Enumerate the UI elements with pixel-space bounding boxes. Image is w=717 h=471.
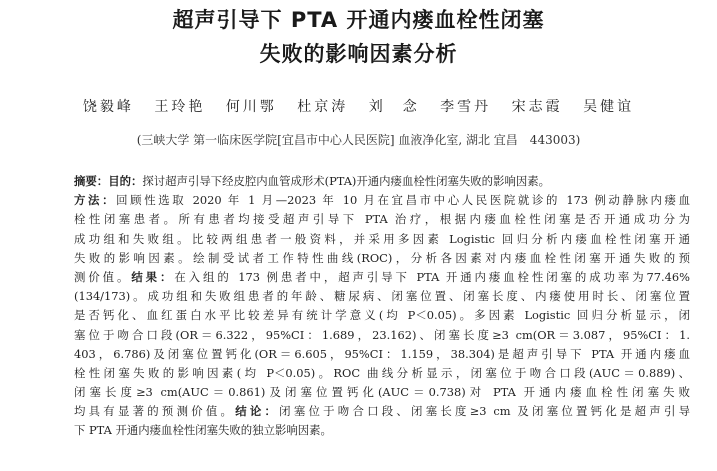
- abstract-label: 摘要：: [74, 174, 109, 188]
- abstract-line: 403，6.786)及闭塞位置钙化(OR＝6.605，95%CI：1.159，38.304)是超声引导下 PTA 开通内瘘血: [74, 346, 690, 361]
- author: 刘 念: [368, 99, 420, 115]
- title-line-2: 失败的影响因素分析: [259, 42, 458, 66]
- abstract-line: 闭塞长度≥3 cm(AUC＝0.861)及闭塞位置钙化(AUC＝0.738)对 PTA 开通内瘘血栓性闭塞失败: [74, 385, 690, 400]
- abstract-line: [74, 402, 690, 421]
- affiliation: (三峡大学 第一临床医学院[宜昌市中心人民医院] 血液净化室, 湖北 宜昌 443003): [136, 133, 581, 147]
- results-label: 结果：: [131, 269, 175, 284]
- author: 杜京涛: [297, 99, 349, 115]
- author-list: [0, 96, 717, 116]
- author: 吴健谊: [583, 99, 635, 115]
- author: 饶毅峰: [82, 99, 134, 115]
- abstract-line: [74, 268, 690, 287]
- abstract-line: 下 PTA 开通内瘘血栓性闭塞失败的独立影响因素。: [74, 423, 332, 438]
- author: 李雪丹: [440, 99, 492, 115]
- abstract-line: (134/173)。成功组和失败组患者的年龄、糖尿病、闭塞位置、闭塞长度、内瘘使用时长、闭塞位置: [74, 289, 690, 304]
- abstract: [74, 172, 690, 441]
- abstract-line: [74, 191, 690, 210]
- abstract-line: [74, 172, 690, 191]
- abstract-text: 测价值。: [74, 269, 132, 284]
- objective-label: 目的：: [108, 174, 143, 188]
- abstract-line: 是否钙化、血红蛋白水平比较差异有统计学意义(均 P＜0.05)。多因素 Logistic 回归分析显示，闭: [74, 308, 690, 323]
- abstract-text: 回顾性选取 2020 年 1 月—2023 年 10 月在宜昌市中心人民医院就诊的 173 例动静脉内瘘血: [116, 193, 690, 208]
- author: 王玲艳: [154, 99, 206, 115]
- abstract-line: 失败的影响因素。绘制受试者工作特性曲线(ROC)，分析各因素对内瘘血栓性闭塞开通失败的预: [74, 250, 690, 265]
- methods-label: 方法：: [74, 193, 117, 208]
- abstract-line: 栓性闭塞失败的影响因素(均 P＜0.05)。ROC 曲线分析显示，闭塞位于吻合口段(AUC＝0.889)、: [74, 365, 690, 380]
- abstract-text: 闭塞位于吻合口段、闭塞长度≥3 cm 及闭塞位置钙化是超声引导: [279, 404, 690, 419]
- abstract-line: 栓性闭塞患者。所有患者均接受超声引导下 PTA 治疗，根据内瘘血栓性闭塞是否开通成功分为: [74, 212, 690, 227]
- abstract-line: 成功组和失败组。比较两组患者一般资料，并采用多因素 Logistic 回归分析内瘘血栓性闭塞开通: [74, 231, 690, 246]
- abstract-text: 均具有显著的预测价值。: [74, 404, 236, 419]
- conclusion-label: 结论：: [235, 404, 280, 419]
- title-line-1: 超声引导下 PTA 开通内瘘血栓性闭塞: [172, 8, 545, 32]
- abstract-text: 探讨超声引导下经皮腔内血管成形术(PTA)开通内瘘血栓性闭塞失败的影响因素。: [142, 174, 551, 188]
- author: 何川鄂: [225, 99, 277, 115]
- author: 宋志霞: [511, 99, 563, 115]
- abstract-line: 塞位于吻合口段(OR＝6.322，95%CI：1.689，23.162)、闭塞长度≥3 cm(OR＝3.087，95%CI：1.: [74, 327, 690, 342]
- abstract-text: 在入组的 173 例患者中，超声引导下 PTA 开通内瘘血栓性闭塞的成功率为77.46%: [174, 269, 690, 284]
